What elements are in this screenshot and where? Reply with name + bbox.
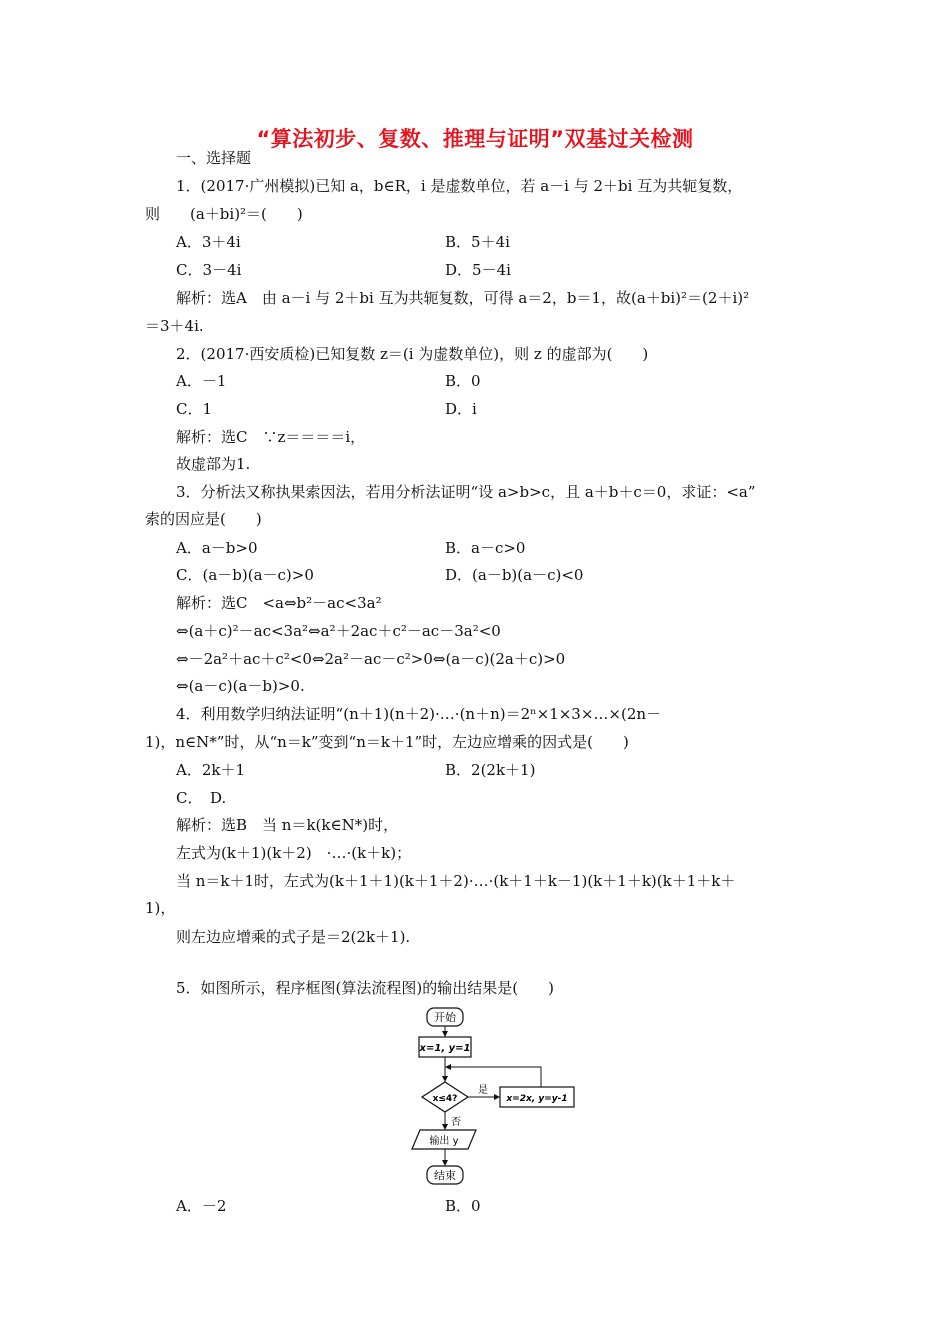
q4-solution-line4: 1)， <box>145 899 176 917</box>
q3-stem-line1: 3．分析法又称执果索因法，若用分析法证明“设 a>b>c，且 a＋b＋c＝0，求证：<a” <box>176 483 756 501</box>
q4-stem-line2: 1)，n∈N*”时，从“n＝k”变到“n＝k＋1”时，左边应增乘的因式是( ) <box>145 733 629 751</box>
q4-stem-line1: 4．利用数学归纳法证明“(n＋1)(n＋2)·…·(n＋n)＝2ⁿ×1×3×…×(2n－ <box>176 705 662 723</box>
q5-option-a: A．－2 <box>176 1197 227 1215</box>
q4-option-b: B．2(2k＋1) <box>445 761 536 779</box>
q3-option-d: D．(a－b)(a－c)<0 <box>445 566 584 584</box>
q1-option-c: C．3－4i <box>176 261 242 279</box>
q3-solution-line1: 解析：选C <a⇔b²－ac<3a² <box>176 594 382 612</box>
flow-decision-label: x≤4? <box>432 1094 458 1104</box>
flow-update-label: x=2x, y=y-1 <box>506 1094 568 1104</box>
flow-loop-arrow <box>446 1067 541 1087</box>
q3-stem-line2: 索的因应是( ) <box>145 510 262 528</box>
q2-option-a: A．－1 <box>176 372 227 390</box>
flow-start-label: 开始 <box>434 1011 456 1024</box>
flow-yes-label: 是 <box>478 1085 488 1096</box>
flow-init-label: x=1, y=1 <box>419 1043 471 1054</box>
q1-stem-line2: 则 (a＋bi)²＝( ) <box>145 205 303 223</box>
q3-option-b: B．a－c>0 <box>445 539 526 557</box>
flow-end-label: 结束 <box>434 1169 456 1182</box>
q4-solution-line2: 左式为(k＋1)(k＋2) ·…·(k＋k)； <box>176 844 412 862</box>
q3-option-a: A．a－b>0 <box>176 539 258 557</box>
q4-option-a: A．2k＋1 <box>176 761 246 779</box>
q2-option-d: D．i <box>445 400 477 418</box>
q1-option-a: A．3＋4i <box>176 233 241 251</box>
flow-output-label: 输出 y <box>429 1136 459 1147</box>
q4-solution-line1: 解析：选B 当 n＝k(k∈N*)时， <box>176 816 399 834</box>
q4-solution-line3: 当 n＝k＋1时，左式为(k＋1＋1)(k＋1＋2)·…·(k＋1＋k－1)(k＋1＋k)(k＋1＋k＋ <box>176 872 736 890</box>
q5-option-b: B．0 <box>445 1197 481 1215</box>
q1-option-b: B．5＋4i <box>445 233 510 251</box>
q1-solution-line2: ＝3＋4i. <box>145 317 204 335</box>
q1-stem-line1: 1．(2017·广州模拟)已知 a，b∈R，i 是虚数单位，若 a－i 与 2＋bi 互为共轭复数， <box>176 177 743 195</box>
q1-solution-line1: 解析：选A 由 a－i 与 2＋bi 互为共轭复数，可得 a＝2，b＝1，故(a＋bi)²＝(2＋i)² <box>176 289 750 307</box>
q3-solution-line3: ⇔－2a²＋ac＋c²<0⇔2a²－ac－c²>0⇔(a－c)(2a＋c)>0 <box>176 650 566 668</box>
q2-option-b: B．0 <box>445 372 481 390</box>
q2-stem: 2．(2017·西安质检)已知复数 z＝(i 为虚数单位)，则 z 的虚部为( ) <box>176 345 649 363</box>
q4-option-cd: C． D. <box>176 789 227 807</box>
q2-solution-line2: 故虚部为1. <box>176 455 251 473</box>
flow-no-label: 否 <box>451 1117 461 1128</box>
q3-solution-line2: ⇔(a＋c)²－ac<3a²⇔a²＋2ac＋c²－ac－3a²<0 <box>176 622 501 640</box>
q2-option-c: C．1 <box>176 400 213 418</box>
q3-solution-line4: ⇔(a－c)(a－b)>0. <box>176 677 305 695</box>
q4-solution-line5: 则左边应增乘的式子是＝2(2k＋1). <box>176 928 411 946</box>
q1-option-d: D．5－4i <box>445 261 511 279</box>
q3-option-c: C．(a－b)(a－c)>0 <box>176 566 314 584</box>
q2-solution-line1: 解析：选C ∵z＝＝＝＝i， <box>176 428 366 446</box>
program-flowchart <box>410 1005 590 1190</box>
q5-stem: 5．如图所示，程序框图(算法流程图)的输出结果是( ) <box>176 979 554 997</box>
page-title: “算法初步、复数、推理与证明”双基过关检测 <box>256 127 694 151</box>
section-heading: 一、选择题 <box>176 149 252 167</box>
